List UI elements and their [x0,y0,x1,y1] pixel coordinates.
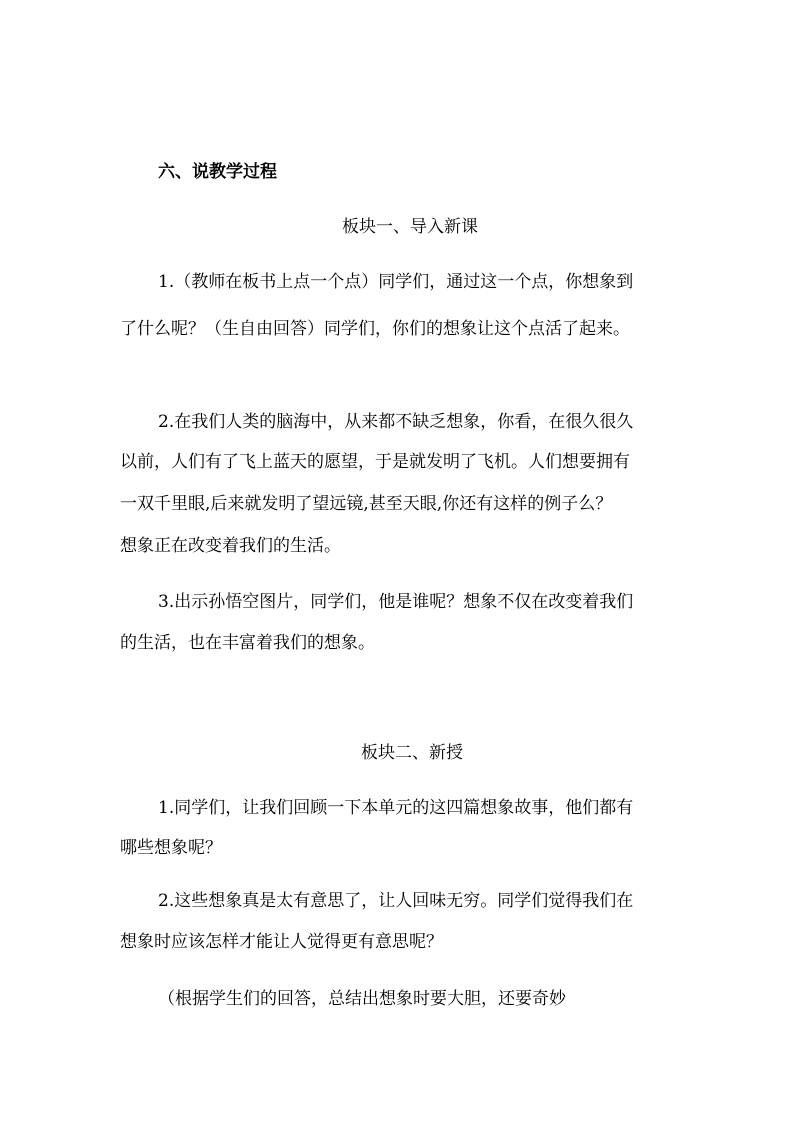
section-heading: 六、说教学过程 [158,162,277,182]
block2-p1-line1: 1.同学们，让我们回顾一下本单元的这四篇想象故事，他们都有 [158,798,634,818]
block2-p1-line2: 哪些想象呢？ [120,838,222,858]
block2-p2-line1: 2.这些想象真是太有意思了，让人回味无穷。同学们觉得我们在 [158,891,634,911]
block1-p2-line3: 一双千里眼,后来就发明了望远镜,甚至天眼,你还有这样的例子么？ [120,494,613,514]
block1-p1-line1: 1.（教师在板书上点一个点）同学们，通过这一个点，你想象到 [158,272,634,292]
block1-title: 板块一、导入新课 [342,217,478,237]
block1-p2-line2: 以前，人们有了飞上蓝天的愿望，于是就发明了飞机。人们想要拥有 [120,452,630,472]
block1-p3-line2: 的生活，也在丰富着我们的想象。 [120,633,375,653]
block1-p2-line4: 想象正在改变着我们的生活。 [120,536,341,556]
block2-p3-line1: （根据学生们的回答，总结出想象时要大胆，还要奇妙 [158,989,566,1009]
block2-title: 板块二、新授 [361,743,463,763]
block1-p1-line2: 了什么呢？（生自由回答）同学们，你们的想象让这个点活了起来。 [120,319,630,339]
block2-p2-line2: 想象时应该怎样才能让人觉得更有意思呢？ [120,932,443,952]
block1-p3-line1: 3.出示孙悟空图片，同学们，他是谁呢？想象不仅在改变着我们 [158,592,634,612]
block1-p2-line1: 2.在我们人类的脑海中，从来都不缺乏想象，你看，在很久很久 [158,412,634,432]
